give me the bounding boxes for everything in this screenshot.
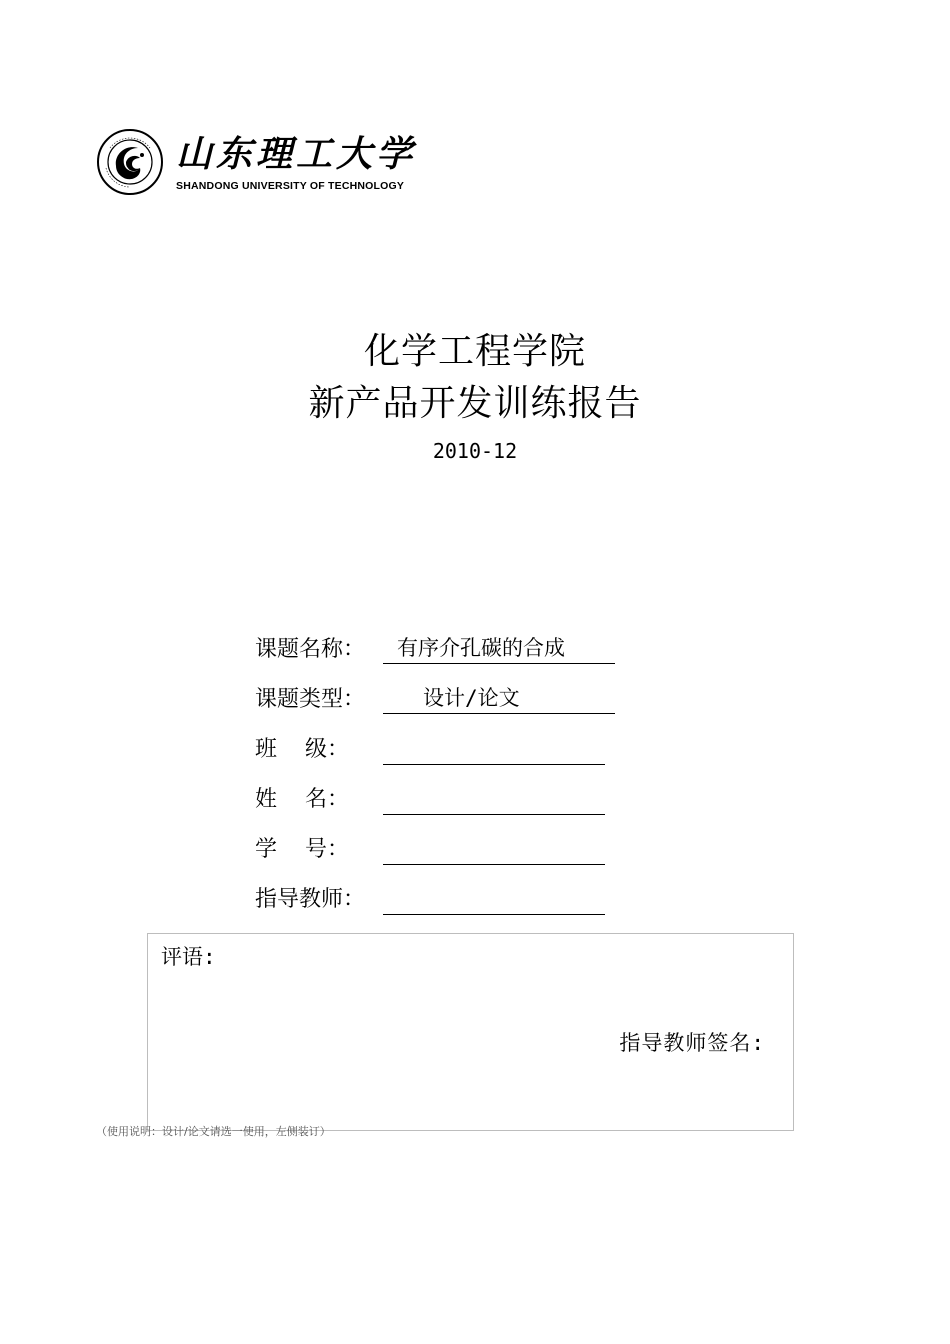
topic-type-value[interactable]: 设计/论文	[383, 682, 615, 714]
university-logo	[96, 128, 426, 198]
report-date: 2010-12	[432, 439, 518, 463]
advisor-label: 指导教师：	[255, 887, 366, 912]
college-title: 化学工程学院	[363, 331, 586, 372]
name-label: 姓 名：	[255, 787, 349, 812]
advisor-value[interactable]	[383, 882, 605, 915]
topic-type-label: 课题类型：	[255, 687, 366, 712]
topic-name-value[interactable]: 有序介孔碳的合成	[383, 632, 615, 664]
comment-label: 评语:	[161, 945, 216, 969]
name-value[interactable]	[383, 782, 605, 815]
usage-note: （使用说明：设计/论文请选一使用，左侧装订）	[96, 1125, 331, 1138]
class-value[interactable]	[383, 732, 605, 765]
student-id-value[interactable]	[383, 832, 605, 865]
university-name-cn: 山东理工大学	[176, 133, 417, 175]
comment-box[interactable]	[147, 933, 794, 1131]
university-name-en: SHANDONG UNIVERSITY OF TECHNOLOGY	[176, 180, 405, 192]
topic-name-label: 课题名称：	[255, 637, 366, 662]
student-id-label: 学 号：	[255, 837, 349, 862]
report-title: 新产品开发训练报告	[308, 383, 642, 424]
advisor-signature-label: 指导教师签名:	[619, 1031, 765, 1055]
university-seal-icon	[96, 128, 164, 196]
class-label: 班 级：	[255, 737, 349, 762]
